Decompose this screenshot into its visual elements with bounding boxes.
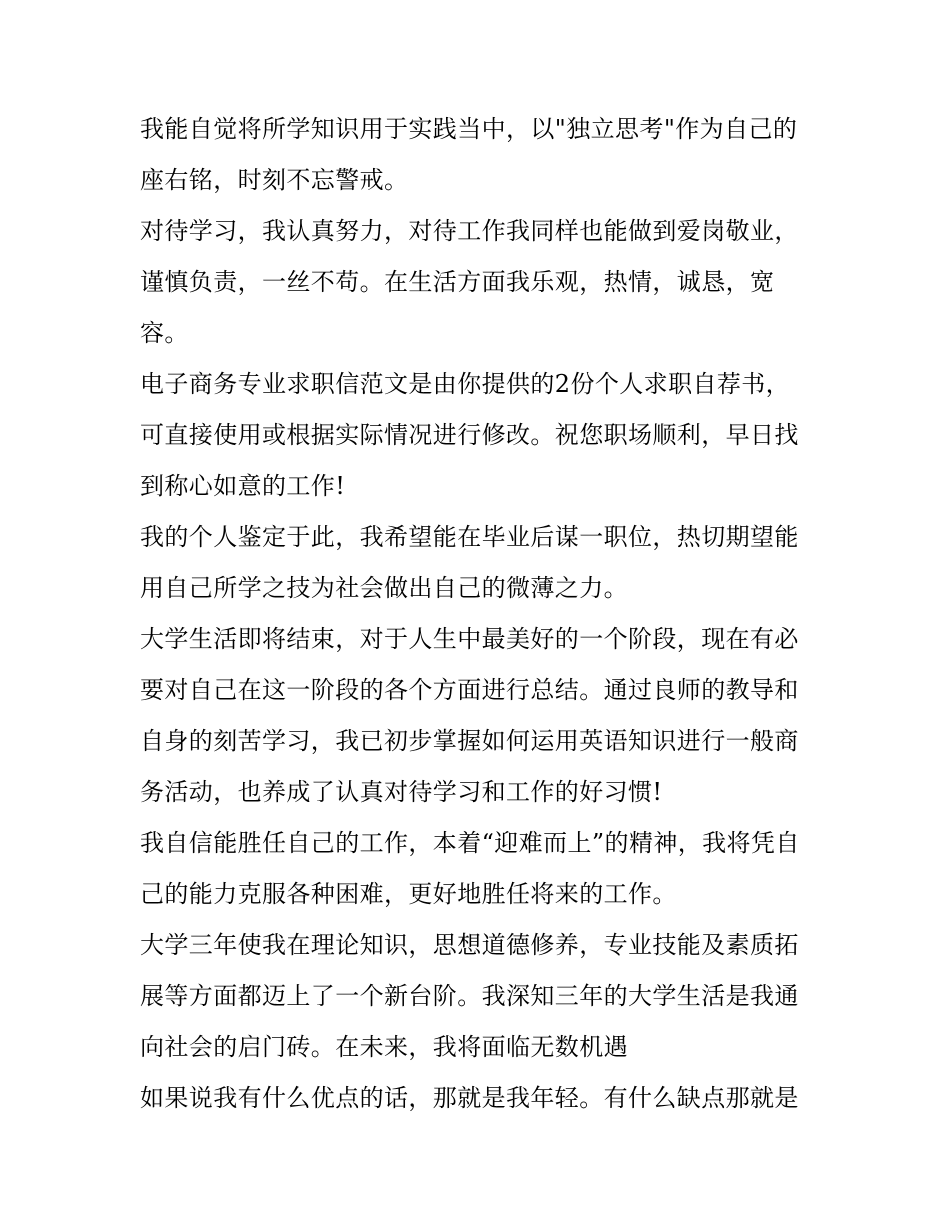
- text-line: 用自己所学之技为社会做出自己的微薄之力。: [140, 574, 628, 602]
- text-line: 座右铭，时刻不忘警戒。: [140, 166, 409, 194]
- text-line: 容。: [140, 319, 189, 347]
- text-line: 大学生活即将结束，对于人生中最美好的一个阶段，现在有必: [140, 625, 799, 653]
- text-line: 电子商务专业求职信范文是由你提供的2份个人求职自荐书，: [140, 370, 791, 398]
- text-line: 要对自己在这一阶段的各个方面进行总结。通过良师的教导和: [140, 676, 799, 704]
- text-line: 我自信能胜任自己的工作，本着“迎难而上”的精神，我将凭自: [140, 829, 800, 857]
- document-body: [140, 104, 820, 1124]
- text-line: 展等方面都迈上了一个新台阶。我深知三年的大学生活是我通: [140, 982, 799, 1010]
- text-line: 可直接使用或根据实际情况进行修改。祝您职场顺利，早日找: [140, 421, 799, 449]
- text-line: 我能自觉将所学知识用于实践当中，以"独立思考"作为自己的: [140, 115, 798, 143]
- text-line: 到称心如意的工作!: [140, 472, 346, 500]
- text-line: 大学三年使我在理论知识，思想道德修养，专业技能及素质拓: [140, 931, 799, 959]
- text-line: 对待学习，我认真努力，对待工作我同样也能做到爱岗敬业，: [140, 217, 799, 245]
- text-line: 己的能力克服各种困难，更好地胜任将来的工作。: [140, 880, 677, 908]
- text-line: 务活动，也养成了认真对待学习和工作的好习惯!: [140, 778, 663, 806]
- text-line: 我的个人鉴定于此，我希望能在毕业后谋一职位，热切期望能: [140, 523, 799, 551]
- text-line: 自身的刻苦学习，我已初步掌握如何运用英语知识进行一般商: [140, 727, 799, 755]
- text-line: 谨慎负责，一丝不苟。在生活方面我乐观，热情，诚恳，宽: [140, 268, 775, 296]
- text-line: 如果说我有什么优点的话，那就是我年轻。有什么缺点那就是: [140, 1084, 799, 1112]
- text-line: 向社会的启门砖。在未来，我将面临无数机遇: [140, 1033, 628, 1061]
